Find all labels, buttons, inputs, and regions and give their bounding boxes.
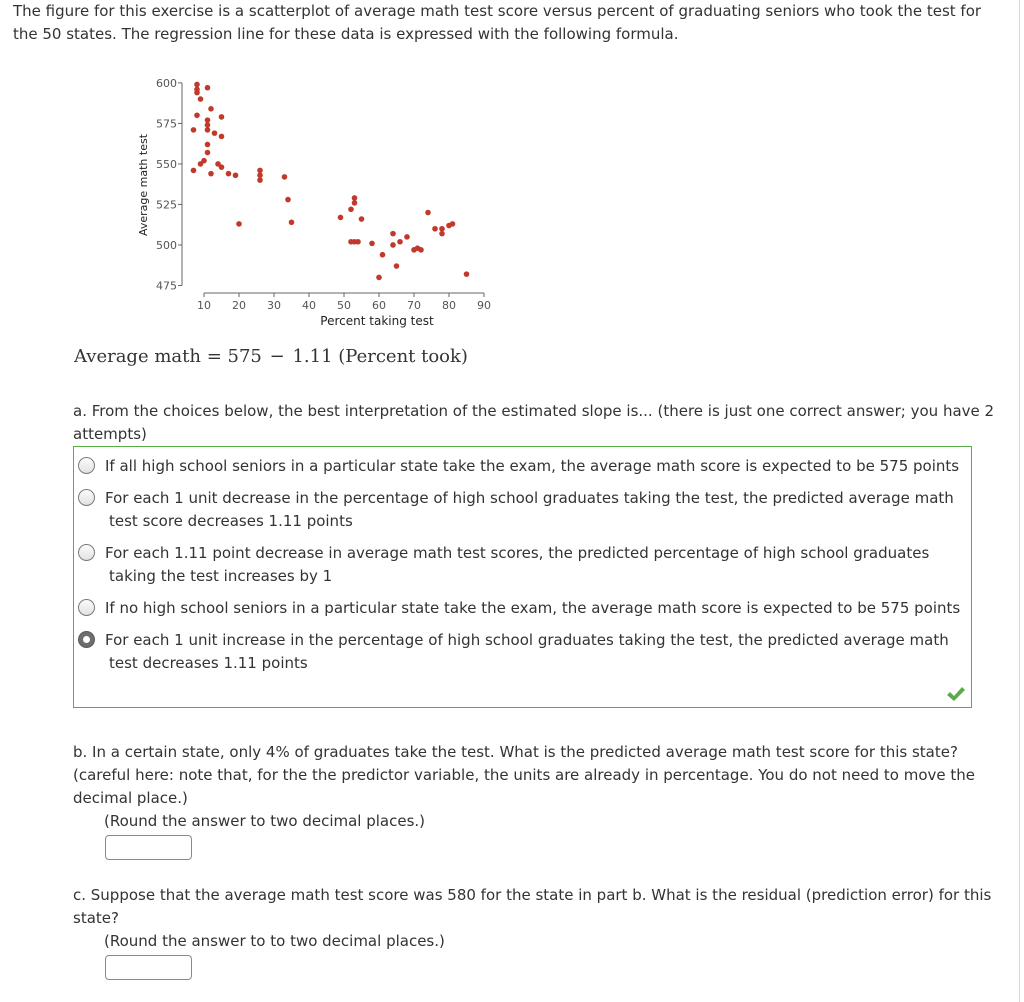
- question-c-round-note: (Round the answer to to two decimal places.): [104, 932, 445, 950]
- formula-intercept: 575: [227, 346, 262, 367]
- choice-4-label: If no high school seniors in a particular state take the exam, the average math score is expected to be 575 points: [105, 599, 961, 617]
- choice-5-label: For each 1 unit increase in the percentage of high school graduates taking the test, the predicted average math test decreases 1.11 points: [105, 631, 949, 672]
- choice-3[interactable]: [78, 542, 966, 588]
- x-tick-label: 60: [372, 299, 386, 312]
- data-point: [205, 142, 211, 148]
- data-point: [257, 172, 263, 178]
- data-point: [348, 207, 354, 213]
- question-a-text: a. From the choices below, the best interpretation of the estimated slope is...: [73, 402, 653, 420]
- data-point: [418, 247, 424, 253]
- question-a-note: (there is just one correct answer; you have 2 attempts): [73, 402, 995, 443]
- x-tick-label: 90: [477, 299, 491, 312]
- checkmark-icon: [946, 686, 966, 702]
- data-point: [212, 130, 218, 136]
- data-point: [450, 221, 456, 227]
- choice-2-label: For each 1 unit decrease in the percentage of high school graduates taking the test, the predicted average math test score decreases 1.11 points: [105, 489, 954, 530]
- data-point: [390, 231, 396, 237]
- choice-4[interactable]: [78, 597, 966, 620]
- data-point: [233, 172, 239, 178]
- y-axis-label: Average math test: [137, 133, 150, 237]
- data-point: [226, 171, 232, 177]
- x-tick-label: 70: [407, 299, 421, 312]
- x-axis-label: Percent taking test: [320, 314, 434, 328]
- formula-lhs: Average math: [74, 346, 201, 367]
- data-point: [194, 82, 200, 88]
- data-point: [198, 96, 204, 102]
- data-point: [282, 174, 288, 180]
- x-tick-label: 40: [302, 299, 316, 312]
- data-point: [425, 210, 431, 216]
- data-point: [352, 200, 358, 206]
- formula-minus: −: [269, 346, 285, 367]
- data-point: [205, 117, 211, 123]
- choice-3-label: For each 1.11 point decrease in average math test scores, the predicted percentage of high school graduates taking the test increases by 1: [105, 544, 930, 585]
- y-tick-label: 475: [156, 279, 177, 293]
- x-tick-label: 80: [442, 299, 456, 312]
- data-point: [191, 168, 197, 174]
- choice-1[interactable]: [78, 455, 966, 478]
- data-point: [390, 242, 396, 248]
- data-point: [194, 90, 200, 96]
- y-tick-label: 575: [156, 117, 177, 131]
- y-tick-label: 525: [156, 198, 177, 212]
- data-point: [257, 168, 263, 174]
- data-point: [208, 106, 214, 112]
- data-point: [464, 271, 470, 277]
- x-tick-label: 30: [267, 299, 281, 312]
- data-point: [205, 122, 211, 128]
- exercise-intro: The figure for this exercise is a scatterplot of average math test score versus percent of graduating seniors who took the test for the 50 states. The regression line for these data is expressed with the following formula.: [13, 2, 982, 43]
- y-tick-label: 500: [156, 238, 177, 252]
- data-point: [380, 252, 386, 258]
- data-point: [432, 226, 438, 232]
- data-point: [194, 112, 200, 118]
- data-point: [397, 239, 403, 245]
- choice-1-radio[interactable]: [78, 457, 95, 474]
- formula-rhs: (Percent took): [338, 346, 468, 367]
- data-point: [219, 134, 225, 140]
- y-tick-label: 550: [156, 157, 177, 171]
- choice-4-radio[interactable]: [78, 599, 95, 616]
- question-b-round-note: (Round the answer to two decimal places.): [104, 812, 426, 830]
- question-a-prompt: [73, 400, 1003, 446]
- x-tick-label: 10: [197, 299, 211, 312]
- answer-choices: [73, 446, 972, 708]
- choice-2[interactable]: [78, 487, 966, 533]
- y-tick-label: 600: [156, 76, 177, 90]
- scatterplot-svg: [133, 70, 503, 332]
- question-b-prompt: b. In a certain state, only 4% of graduates take the test. What is the predicted average math test score for this state? (careful here: note that, for the the predictor variable, the units are already in percentage. You do not need to move the decimal place.): [73, 743, 975, 807]
- data-point: [236, 221, 242, 227]
- question-c-prompt: c. Suppose that the average math test score was 580 for the state in part b. What is the residual (prediction error) for this state?: [73, 886, 992, 927]
- data-point: [205, 85, 211, 91]
- data-point: [208, 171, 214, 177]
- x-tick-label: 20: [232, 299, 246, 312]
- data-point: [404, 234, 410, 240]
- data-point: [205, 150, 211, 156]
- data-point: [355, 239, 361, 245]
- data-point: [394, 263, 400, 269]
- data-point: [285, 197, 291, 203]
- data-point: [219, 164, 225, 170]
- choice-2-radio[interactable]: [78, 489, 95, 506]
- question-c-answer-input[interactable]: [105, 955, 192, 980]
- scatterplot: [133, 70, 503, 332]
- data-point: [257, 177, 263, 183]
- data-point: [376, 275, 382, 281]
- data-point: [289, 219, 295, 225]
- choice-5[interactable]: [78, 629, 966, 675]
- data-point: [439, 231, 445, 237]
- choice-3-radio[interactable]: [78, 544, 95, 561]
- data-point: [359, 216, 365, 222]
- formula-equals: =: [206, 346, 222, 367]
- choice-5-radio[interactable]: [78, 631, 95, 648]
- x-tick-label: 50: [337, 299, 351, 312]
- data-point: [198, 161, 204, 167]
- formula-slope: 1.11: [292, 346, 333, 367]
- data-point: [205, 127, 211, 133]
- data-point: [439, 226, 445, 232]
- data-point: [191, 127, 197, 133]
- data-point: [219, 114, 225, 120]
- page-right-border: [1019, 0, 1020, 1002]
- regression-formula: [74, 346, 468, 367]
- data-point: [338, 215, 344, 221]
- question-b-answer-input[interactable]: [105, 835, 192, 860]
- data-point: [352, 195, 358, 201]
- choice-1-label: If all high school seniors in a particular state take the exam, the average math score is expected to be 575 points: [105, 457, 960, 475]
- data-point: [369, 241, 375, 247]
